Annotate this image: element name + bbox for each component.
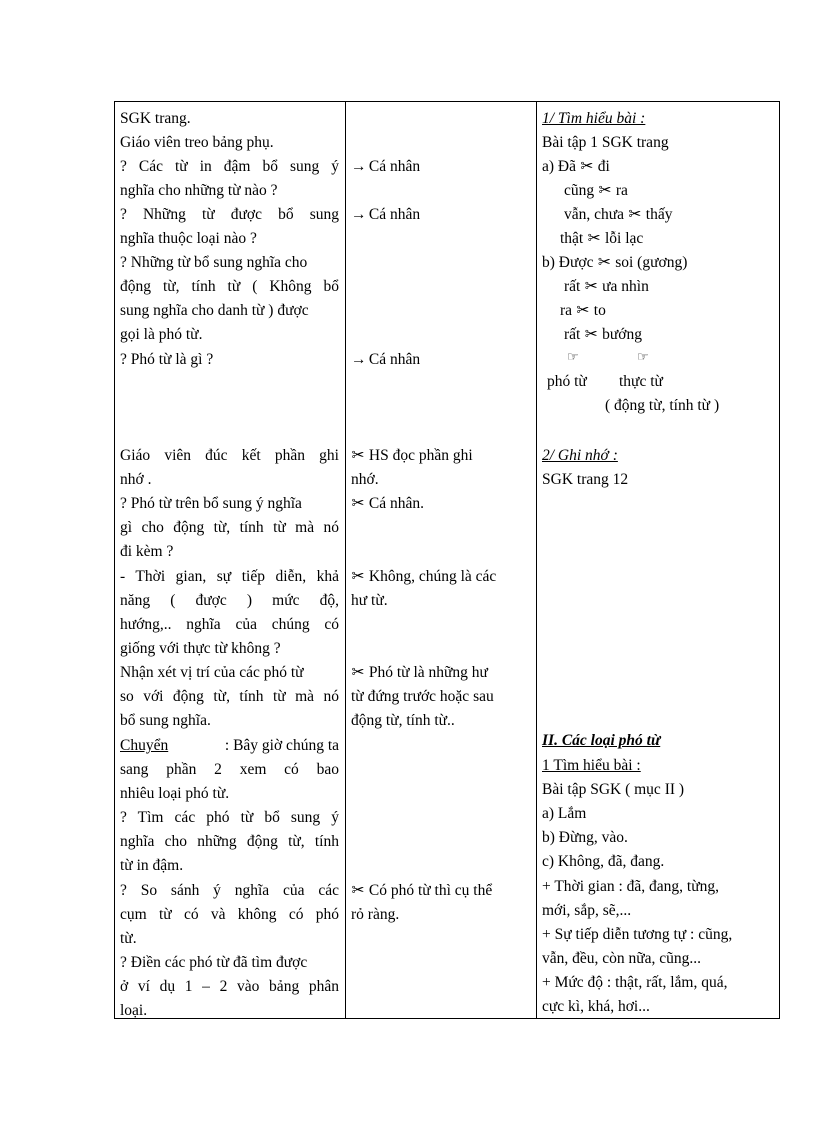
scissors-icon: ✂ <box>584 326 598 343</box>
section-heading: 1/ Tìm hiểu bài : <box>542 110 646 127</box>
scissors-icon: ✂ <box>351 568 365 585</box>
teacher-line: - Thời gian, sự tiếp diễn, khả <box>120 568 339 585</box>
student-line: hư từ. <box>351 592 388 609</box>
scissors-icon: ✂ <box>584 278 598 295</box>
transition-label: Chuyển <box>120 737 169 754</box>
scissors-icon: ✂ <box>580 158 594 175</box>
arrow-icon: → <box>351 351 367 368</box>
teacher-line: nhớ . <box>120 471 152 488</box>
content-line: a) Lắm <box>542 805 587 822</box>
section-heading: 2/ Ghi nhớ : <box>542 447 618 464</box>
student-line: động từ, tính từ.. <box>351 712 455 729</box>
student-line: → Cá nhân <box>351 203 531 227</box>
arrow-icon: → <box>351 158 367 175</box>
section-heading: 1 Tìm hiểu bài : <box>542 757 641 774</box>
teacher-line: nghĩa thuộc loại nào ? <box>120 230 257 247</box>
content-line: thật ✂ lỗi lạc <box>560 227 643 251</box>
teacher-line: ? Điền các phó từ đã tìm được <box>120 954 308 971</box>
content-line: + Mức độ : thật, rất, lắm, quá, <box>542 974 728 991</box>
label-phoneme: phó từ <box>547 373 587 390</box>
teacher-line: ? So sánh ý nghĩa của các <box>120 882 339 899</box>
arrow-icon: → <box>351 206 367 223</box>
scissors-icon: ✂ <box>576 302 590 319</box>
student-line: ✂ HS đọc phần ghi <box>351 444 531 468</box>
student-line: ✂ Cá nhân. <box>351 492 531 516</box>
content-line: SGK trang 12 <box>542 471 629 488</box>
student-line: ✂ Không, chúng là các <box>351 565 531 589</box>
teacher-line: gọi là phó từ. <box>120 326 203 343</box>
content-line: Bài tập SGK ( mục II ) <box>542 781 685 798</box>
teacher-line: ? Những từ bổ sung nghĩa cho <box>120 254 308 271</box>
teacher-line: động từ, tính từ ( Không bổ <box>120 278 339 295</box>
teacher-line <box>120 734 339 758</box>
content-line: c) Không, đã, đang. <box>542 853 665 870</box>
section-heading: II. Các loại phó từ <box>542 732 661 749</box>
teacher-line: sang phần 2 xem có bao <box>120 761 339 778</box>
teacher-line: ? Phó từ là gì ? <box>120 351 214 368</box>
lesson-table <box>114 101 780 1019</box>
scissors-icon: ✂ <box>628 206 642 223</box>
teacher-line: loại. <box>120 1002 148 1019</box>
student-line: → Cá nhân <box>351 155 531 179</box>
transition-text: : Bây giờ chúng ta <box>221 737 339 754</box>
content-line: ra ✂ to <box>560 299 606 323</box>
teacher-line: SGK trang. <box>120 110 191 127</box>
teacher-line: nghĩa cho những từ nào ? <box>120 182 278 199</box>
teacher-line: gì cho động từ, tính từ mà nó <box>120 519 339 536</box>
content-line: rất ✂ bướng <box>564 323 642 347</box>
pointing-hand-icon: ☞ <box>567 349 579 364</box>
student-line: → Cá nhân <box>351 348 531 372</box>
scissors-icon: ✂ <box>351 664 365 681</box>
student-line: nhớ. <box>351 471 379 488</box>
column-divider-1 <box>345 102 346 1018</box>
scissors-icon: ✂ <box>351 882 365 899</box>
pointing-hand-icon: ☞ <box>637 349 649 364</box>
teacher-line: ? Các từ in đậm bổ sung ý <box>120 158 339 175</box>
student-line: rỏ ràng. <box>351 906 400 923</box>
scissors-icon: ✂ <box>587 230 601 247</box>
content-line: cũng ✂ ra <box>564 179 628 203</box>
teacher-line: Giáo viên treo bảng phụ. <box>120 134 274 151</box>
teacher-line: so với động từ, tính từ mà nó <box>120 688 339 705</box>
content-line: cực kì, khá, hơi... <box>542 998 650 1015</box>
teacher-line: đi kèm ? <box>120 543 174 560</box>
teacher-line: nghĩa cho những động từ, tính <box>120 833 339 850</box>
content-line: ( động từ, tính từ ) <box>605 397 720 414</box>
content-line: vẫn, chưa ✂ thấy <box>564 203 672 227</box>
content-line: vẫn, đều, còn nữa, cũng... <box>542 950 702 967</box>
teacher-line: nhiêu loại phó từ. <box>120 785 230 802</box>
teacher-line: ? Tìm các phó từ bổ sung ý <box>120 809 339 826</box>
scissors-icon: ✂ <box>597 254 611 271</box>
teacher-line: Nhận xét vị trí của các phó từ <box>120 664 304 681</box>
scissors-icon: ✂ <box>598 182 612 199</box>
column-divider-2 <box>536 102 537 1018</box>
label-content-word: thực từ <box>619 373 663 390</box>
student-line: ✂ Phó từ là những hư <box>351 661 531 685</box>
teacher-line: giống với thực từ không ? <box>120 640 281 657</box>
teacher-line: ở ví dụ 1 – 2 vào bảng phân <box>120 978 339 995</box>
teacher-line: bổ sung nghĩa. <box>120 712 211 729</box>
student-line: từ đứng trước hoặc sau <box>351 688 494 705</box>
content-line: + Sự tiếp diễn tương tự : cũng, <box>542 926 733 943</box>
content-line: + Thời gian : đã, đang, từng, <box>542 878 720 895</box>
content-line: b) Đừng, vào. <box>542 829 628 846</box>
teacher-line: sung nghĩa cho danh từ ) được <box>120 302 309 319</box>
content-line: a) Đã ✂ đi <box>542 155 610 179</box>
content-line: rất ✂ ưa nhìn <box>564 275 649 299</box>
scissors-icon: ✂ <box>351 495 365 512</box>
content-line: Bài tập 1 SGK trang <box>542 134 669 151</box>
teacher-line: hướng,.. nghĩa của chúng có <box>120 616 339 633</box>
student-line: ✂ Có phó từ thì cụ thể <box>351 879 531 903</box>
scissors-icon: ✂ <box>351 447 365 464</box>
teacher-line: ? Phó từ trên bổ sung ý nghĩa <box>120 495 302 512</box>
teacher-line: năng ( được ) mức độ, <box>120 592 339 609</box>
teacher-line: Giáo viên đúc kết phần ghi <box>120 447 339 464</box>
teacher-line: ? Những từ được bổ sung <box>120 206 339 223</box>
teacher-line: từ. <box>120 930 137 947</box>
teacher-line: từ in đậm. <box>120 857 184 874</box>
teacher-line: cụm từ có và không có phó <box>120 906 339 923</box>
content-line: mới, sắp, sẽ,... <box>542 902 632 919</box>
content-line: b) Được ✂ soi (gương) <box>542 251 687 275</box>
